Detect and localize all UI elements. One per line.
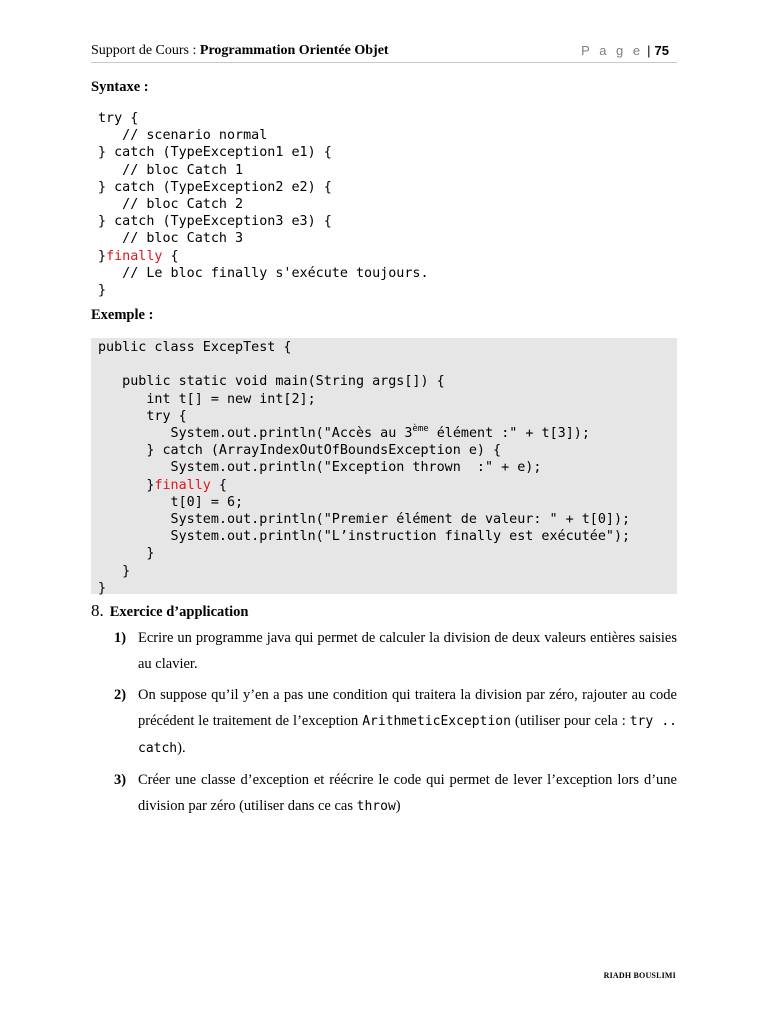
exercise-text-part: On suppose qu’il y’en a pas une condition qui traitera la division par zéro, rajouter au code précédent le traitement de l’exception — [138, 687, 677, 729]
code-brace: } — [98, 248, 107, 264]
code-line: } catch (TypeException3 e3) { — [98, 214, 332, 230]
exercise-item — [114, 625, 677, 677]
code-line: } — [98, 563, 131, 579]
exercise-number: 1) — [114, 630, 127, 646]
code-line: } — [98, 283, 107, 299]
code-line: t[0] = 6; — [98, 494, 244, 510]
course-title: Programmation Orientée Objet — [199, 43, 389, 58]
exercise-item — [114, 682, 677, 762]
code-line: élément :" + t[3]); — [428, 426, 590, 442]
exercise-text-part: ). — [177, 740, 186, 756]
exercise-text-part: Créer une classe d’exception et réécrire le code qui permet de lever l’exception lors d’une division par zéro (utiliser dans ce cas — [138, 772, 677, 814]
code-line: int t[] = new int[2]; — [98, 391, 316, 407]
code-line: } catch (ArrayIndexOutOfBoundsException e) { — [98, 443, 502, 459]
code-line: System.out.println("Exception thrown :" + e); — [98, 460, 542, 476]
page-separator: | — [647, 43, 651, 58]
code-line: System.out.println("L’instruction finally est exécutée"); — [98, 529, 631, 545]
exercise-text — [138, 767, 677, 820]
code-line: public class ExcepTest { — [98, 340, 292, 355]
exercise-number: 3) — [114, 772, 127, 788]
inline-code: ArithmeticException — [362, 714, 511, 729]
example-code-block — [98, 339, 630, 597]
exercise-text — [138, 682, 677, 762]
page-header — [91, 42, 677, 63]
code-line: try { — [98, 111, 139, 126]
exercise-text-part: (utiliser pour cela : — [510, 713, 630, 729]
page-word: P a g e — [581, 43, 644, 58]
page-indicator — [581, 42, 669, 60]
finally-keyword: finally — [154, 477, 211, 493]
exercise-text: Ecrire un programme java qui permet de calculer la division de deux valeurs entières saisies au clavier. — [138, 630, 677, 672]
code-line: // bloc Catch 1 — [98, 162, 244, 178]
syntax-label: Syntaxe : — [91, 79, 149, 95]
inline-code: try .. catch — [138, 714, 677, 756]
section-title: Exercice d’application — [109, 604, 249, 620]
code-line: try { — [98, 408, 187, 424]
page-number: 75 — [654, 43, 669, 58]
header-prefix: Support de Cours : — [91, 43, 200, 58]
exercise-number: 2) — [114, 687, 127, 703]
code-line: System.out.println("Accès au 3 — [98, 426, 413, 442]
code-line: // bloc Catch 3 — [98, 231, 244, 247]
code-line: public static void main(String args[]) { — [98, 374, 445, 390]
code-brace: } — [98, 477, 155, 493]
code-line: } catch (TypeException2 e2) { — [98, 179, 332, 195]
example-label: Exemple : — [91, 307, 154, 323]
code-line: // scenario normal — [98, 128, 268, 144]
code-brace: { — [210, 477, 227, 493]
code-line: // Le bloc finally s'exécute toujours. — [98, 265, 429, 281]
code-line: } — [98, 546, 155, 562]
code-line: } catch (TypeException1 e1) { — [98, 145, 332, 161]
section-number: 8. — [91, 601, 104, 620]
code-line: } — [98, 580, 107, 596]
ordinal-superscript: ème — [412, 424, 429, 435]
code-line: System.out.println("Premier élément de valeur: " + t[0]); — [98, 512, 631, 528]
syntax-code-block — [98, 110, 429, 299]
section-heading — [91, 601, 248, 622]
exercise-text-part: ) — [395, 798, 401, 814]
code-brace: { — [162, 248, 179, 264]
inline-code: throw — [356, 799, 396, 814]
code-line: // bloc Catch 2 — [98, 197, 244, 213]
author-signature: RIADH BOUSLIMI — [603, 971, 676, 980]
exercise-item — [114, 767, 677, 820]
finally-keyword: finally — [106, 248, 163, 264]
